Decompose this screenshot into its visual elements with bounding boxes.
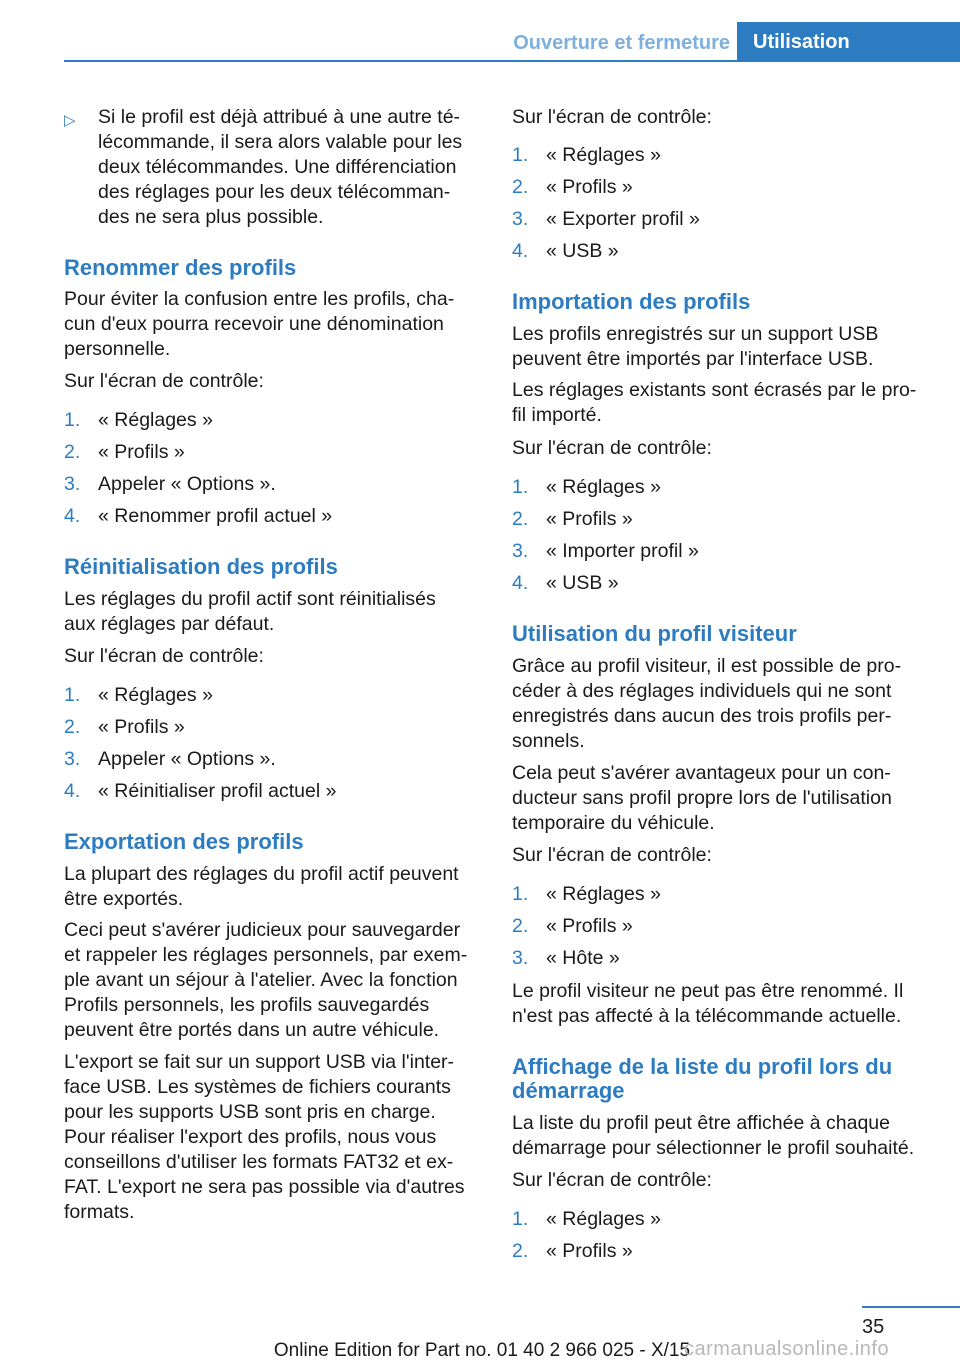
text-line: La liste du profil peut être affichée à chaque — [512, 1112, 890, 1134]
step-text: « Profils » — [546, 508, 633, 530]
step-text: « Profils » — [546, 915, 633, 937]
text-line: La plupart des réglages du profil actif peuvent — [64, 863, 459, 885]
step-number: 4. — [64, 505, 81, 527]
list-item — [512, 207, 932, 239]
step-number: 2. — [64, 716, 81, 738]
text-line: démarrage pour sélectionner le profil souhaité. — [512, 1137, 915, 1159]
step-number: 3. — [64, 473, 81, 495]
text-line: sonnels. — [512, 730, 585, 752]
import-screen-label: Sur l'écran de contrôle: — [512, 437, 712, 459]
note-line: deux télécommandes. Une différenciation — [98, 156, 457, 178]
import-paragraph-1 — [512, 322, 932, 372]
step-number: 3. — [512, 540, 529, 562]
text-line: pour les supports USB sont pris en charge. — [64, 1101, 436, 1123]
step-number: 2. — [64, 441, 81, 463]
note-line: des ne sera plus possible. — [98, 206, 324, 228]
list-item — [64, 472, 482, 504]
startup-steps — [512, 1207, 932, 1271]
text-line: céder à des réglages individuels qui ne sont — [512, 680, 892, 702]
list-item — [512, 946, 932, 978]
step-number: 3. — [512, 947, 529, 969]
page-number: 35 — [862, 1316, 885, 1338]
text-line: cun d'eux pourra recevoir une dénomination — [64, 313, 444, 335]
step-number: 1. — [512, 144, 529, 166]
list-item — [64, 715, 482, 747]
note-triangle-icon: ▷ — [64, 112, 76, 129]
text-line: conseillons d'utiliser les formats FAT32 et ex- — [64, 1151, 454, 1173]
step-number: 2. — [512, 1240, 529, 1262]
list-item — [512, 1207, 932, 1239]
heading-line: Affichage de la liste du profil lors du — [512, 1054, 893, 1079]
list-item — [64, 408, 482, 440]
list-item — [512, 571, 932, 603]
text-line: et rappeler les réglages personnels, par exem- — [64, 944, 468, 966]
text-line: Pour réaliser l'export des profils, nous vous — [64, 1126, 437, 1148]
text-line: ple avant un séjour à l'atelier. Avec la fonction — [64, 969, 458, 991]
step-number: 3. — [512, 208, 529, 230]
startup-paragraph-1 — [512, 1111, 932, 1161]
step-text: « Hôte » — [546, 947, 620, 969]
step-text: « Réglages » — [546, 144, 661, 166]
footer-rule — [862, 1306, 960, 1308]
startup-heading — [512, 1055, 932, 1103]
list-item — [64, 779, 482, 811]
guest-paragraph-2 — [512, 761, 932, 836]
text-line: Les réglages existants sont écrasés par le pro- — [512, 379, 917, 401]
text-line: Profils personnels, les profils sauvegardés — [64, 994, 430, 1016]
note-line: lécommande, il sera alors valable pour les — [98, 131, 463, 153]
step-text: « Réglages » — [98, 684, 213, 706]
list-item — [512, 914, 932, 946]
step-text: « Réinitialiser profil actuel » — [98, 780, 337, 802]
step-text: « Importer profil » — [546, 540, 699, 562]
text-line: Ceci peut s'avérer judicieux pour sauvegarder — [64, 919, 461, 941]
step-text: « Réglages » — [98, 409, 213, 431]
import-heading: Importation des profils — [512, 289, 751, 314]
guest-screen-label: Sur l'écran de contrôle: — [512, 844, 712, 866]
text-line: être exportés. — [64, 888, 184, 910]
step-text: « Profils » — [546, 176, 633, 198]
step-text: « Exporter profil » — [546, 208, 700, 230]
rename-steps — [64, 408, 482, 536]
rename-text — [64, 287, 482, 362]
guest-paragraph-3 — [512, 979, 932, 1029]
export-paragraph-1 — [64, 862, 482, 912]
step-number: 1. — [512, 476, 529, 498]
reset-heading: Réinitialisation des profils — [64, 554, 338, 579]
text-line: peuvent être portés dans un autre véhicule. — [64, 1019, 440, 1041]
guest-paragraph-1 — [512, 654, 932, 754]
step-text: « Renommer profil actuel » — [98, 505, 333, 527]
text-line: Les réglages du profil actif sont réinitialisés — [64, 588, 436, 610]
export-paragraph-3 — [64, 1050, 482, 1225]
list-item — [512, 507, 932, 539]
list-item — [512, 143, 932, 175]
list-item — [512, 882, 932, 914]
startup-screen-label: Sur l'écran de contrôle: — [512, 1169, 712, 1191]
step-text: « Réglages » — [546, 1208, 661, 1230]
note-paragraph — [64, 105, 482, 230]
step-text: « USB » — [546, 240, 619, 262]
text-line: FAT. L'export ne sera pas possible via d'autres — [64, 1176, 465, 1198]
step-number: 1. — [64, 684, 81, 706]
reset-text — [64, 587, 482, 637]
list-item — [512, 539, 932, 571]
reset-steps — [64, 683, 482, 811]
footer-edition: Online Edition for Part no. 01 40 2 966 025 - X/15 — [273, 1340, 691, 1361]
list-item — [64, 504, 482, 536]
step-text: « Profils » — [546, 1240, 633, 1262]
text-line: fil importé. — [512, 404, 602, 426]
step-text: Appeler « Options ». — [98, 473, 276, 495]
list-item — [512, 239, 932, 271]
step-number: 1. — [64, 409, 81, 431]
list-item — [512, 1239, 932, 1271]
step-number: 3. — [64, 748, 81, 770]
rename-screen-label: Sur l'écran de contrôle: — [64, 370, 264, 392]
step-number: 2. — [512, 176, 529, 198]
step-number: 2. — [512, 915, 529, 937]
text-line: L'export se fait sur un support USB via l'inter- — [64, 1051, 455, 1073]
step-number: 1. — [512, 883, 529, 905]
step-number: 1. — [512, 1208, 529, 1230]
header-section-title: Ouverture et fermeture — [513, 32, 730, 54]
text-line: temporaire du véhicule. — [512, 812, 715, 834]
step-text: « Réglages » — [546, 883, 661, 905]
export-paragraph-2 — [64, 918, 482, 1043]
list-item — [64, 440, 482, 472]
text-line: formats. — [64, 1201, 135, 1223]
list-item — [512, 175, 932, 207]
text-line: n'est pas affecté à la télécommande actuelle. — [512, 1005, 902, 1027]
reset-screen-label: Sur l'écran de contrôle: — [64, 645, 264, 667]
note-line: Si le profil est déjà attribué à une autre té- — [98, 106, 461, 128]
guest-heading: Utilisation du profil visiteur — [512, 621, 797, 646]
text-line: aux réglages par défaut. — [64, 613, 275, 635]
step-number: 4. — [64, 780, 81, 802]
watermark: carmanualsonline.info — [684, 1338, 890, 1360]
text-line: Les profils enregistrés sur un support USB — [512, 323, 879, 345]
export-steps — [512, 143, 932, 271]
step-text: Appeler « Options ». — [98, 748, 276, 770]
step-text: « Profils » — [98, 441, 185, 463]
text-line: face USB. Les systèmes de fichiers courants — [64, 1076, 451, 1098]
list-item — [64, 747, 482, 779]
header-chapter-tab: Utilisation — [737, 22, 960, 61]
rename-heading: Renommer des profils — [64, 255, 297, 280]
text-line: Pour éviter la confusion entre les profils, cha- — [64, 288, 455, 310]
header-rule — [64, 60, 960, 62]
text-line: Le profil visiteur ne peut pas être renommé. Il — [512, 980, 904, 1002]
text-line: Cela peut s'avérer avantageux pour un con- — [512, 762, 891, 784]
text-line: peuvent être importés par l'interface USB. — [512, 348, 874, 370]
text-line: enregistrés dans aucun des trois profils per- — [512, 705, 892, 727]
step-text: « USB » — [546, 572, 619, 594]
step-number: 2. — [512, 508, 529, 530]
step-number: 4. — [512, 240, 529, 262]
step-number: 4. — [512, 572, 529, 594]
text-line: Grâce au profil visiteur, il est possible de pro- — [512, 655, 902, 677]
text-line: ducteur sans profil propre lors de l'utilisation — [512, 787, 892, 809]
list-item — [64, 683, 482, 715]
list-item — [512, 475, 932, 507]
import-steps — [512, 475, 932, 603]
note-line: des réglages pour les deux télécomman- — [98, 181, 451, 203]
guest-steps — [512, 882, 932, 978]
step-text: « Profils » — [98, 716, 185, 738]
text-line: personnelle. — [64, 338, 171, 360]
export-screen-label: Sur l'écran de contrôle: — [512, 106, 712, 128]
heading-line: démarrage — [512, 1078, 625, 1103]
export-heading: Exportation des profils — [64, 829, 304, 854]
import-paragraph-2 — [512, 378, 932, 428]
step-text: « Réglages » — [546, 476, 661, 498]
